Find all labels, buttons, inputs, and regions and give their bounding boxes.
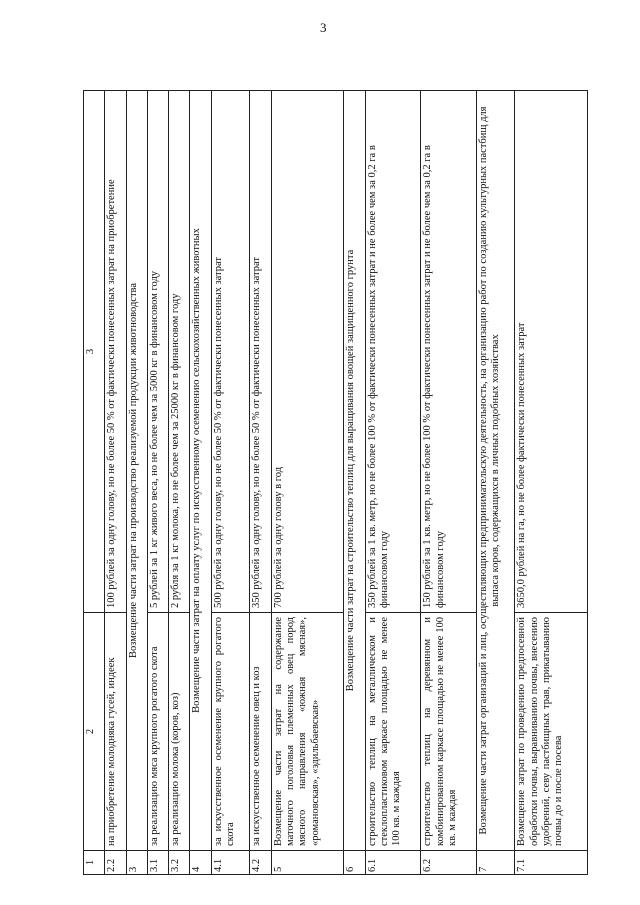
expense-description: на приобретение молодняка гусей, индеек [105, 613, 126, 851]
payment-terms: 3650,0 рублей на га, но не более фактически понесенных затрат [515, 91, 588, 613]
expense-description: за искусственное осеменение крупного рогатого скота [211, 613, 249, 851]
table-row [169, 91, 190, 875]
row-number: 7.1 [515, 851, 588, 875]
row-number: 3.2 [169, 851, 190, 875]
section-row [190, 91, 211, 875]
header-col-1: 1 [84, 851, 105, 875]
row-number: 4 [190, 851, 211, 875]
table-row [105, 91, 126, 875]
row-number: 6.2 [421, 851, 477, 875]
expense-description: строительство теплиц на деревянном и комбинированном каркасе площадью не менее 100 кв. м каждая [421, 613, 477, 851]
expense-description: Возмещение затрат по проведению предпосевной обработки почвы, выравниванию почвы, внесению удобрений, севу пастбищных трав, прикатыванию почвы до и после посева [515, 613, 588, 851]
section-row [126, 91, 147, 875]
row-number: 2.2 [105, 851, 126, 875]
expense-description: Возмещение части затрат на содержание маточного поголовья племенных овец пород мясного направления «южная мясная», «романовская», «эдильбаевская» [271, 613, 344, 851]
rotated-table-container [83, 90, 588, 875]
page-number: 3 [320, 20, 327, 35]
table-row [271, 91, 344, 875]
row-number: 4.2 [250, 851, 271, 875]
payment-terms: 100 рублей за одну голову, но не более 50 % от фактически понесенных затрат на приобретение [105, 91, 126, 613]
header-col-3: 3 [84, 91, 105, 613]
payment-terms: 5 рублей за 1 кг живого веса, но не более чем за 5000 кг в финансовом году [147, 91, 168, 613]
expense-description: строительство теплиц на металлическом и стеклопластиковом каркасе площадью не менее 100 кв. м каждая [365, 613, 421, 851]
section-title: Возмещение части затрат организаций и лиц, осуществляющих предпринимательскую деятельность, на организацию работ по созданию культурных пастбищ для выпаса коров, содержащихся в личных подобных хозяйствах [476, 91, 514, 851]
row-number: 5 [271, 851, 344, 875]
table-row [515, 91, 588, 875]
section-title: Возмещение части затрат на производство реализуемой продукции животноводства [126, 91, 147, 851]
table-row [250, 91, 271, 875]
payment-terms: 350 рублей за одну голову, но не более 50 % от фактически понесенных затрат [250, 91, 271, 613]
section-row [476, 91, 514, 875]
payment-terms: 2 рубля за 1 кг молока, но не более чем за 25000 кг в финансовом году [169, 91, 190, 613]
table-row [211, 91, 249, 875]
table-row [421, 91, 477, 875]
payment-terms: 150 рублей за 1 кв. метр, но не более 100 % от фактически понесенных затрат и не более чем за 0,2 га в финансовом году [421, 91, 477, 613]
section-row [344, 91, 365, 875]
row-number: 6 [344, 851, 365, 875]
table-body [84, 91, 588, 875]
header-row [84, 91, 105, 875]
expense-description: за реализацию молока (коров, коз) [169, 613, 190, 851]
section-title: Возмещение части затрат на оплату услуг по искусственному осеменению сельскохозяйственных животных [190, 91, 211, 851]
subsidy-table [83, 90, 588, 875]
row-number: 7 [476, 851, 514, 875]
section-title: Возмещение части затрат на строительство теплиц для выращивания овощей защищенного грунта [344, 91, 365, 851]
row-number: 6.1 [365, 851, 421, 875]
table-row [147, 91, 168, 875]
table-row [365, 91, 421, 875]
header-col-2: 2 [84, 613, 105, 851]
row-number: 3 [126, 851, 147, 875]
payment-terms: 700 рублей за одну голову в год [271, 91, 344, 613]
payment-terms: 500 рублей за одну голову, но не более 50 % от фактически понесенных затрат [211, 91, 249, 613]
payment-terms: 350 рублей за 1 кв. метр, но не более 100 % от фактически понесенных затрат и не более чем за 0,2 га в финансовом году [365, 91, 421, 613]
row-number: 4.1 [211, 851, 249, 875]
row-number: 3.1 [147, 851, 168, 875]
expense-description: за искусственное осеменение овец и коз [250, 613, 271, 851]
expense-description: за реализацию мяса крупного рогатого скота [147, 613, 168, 851]
